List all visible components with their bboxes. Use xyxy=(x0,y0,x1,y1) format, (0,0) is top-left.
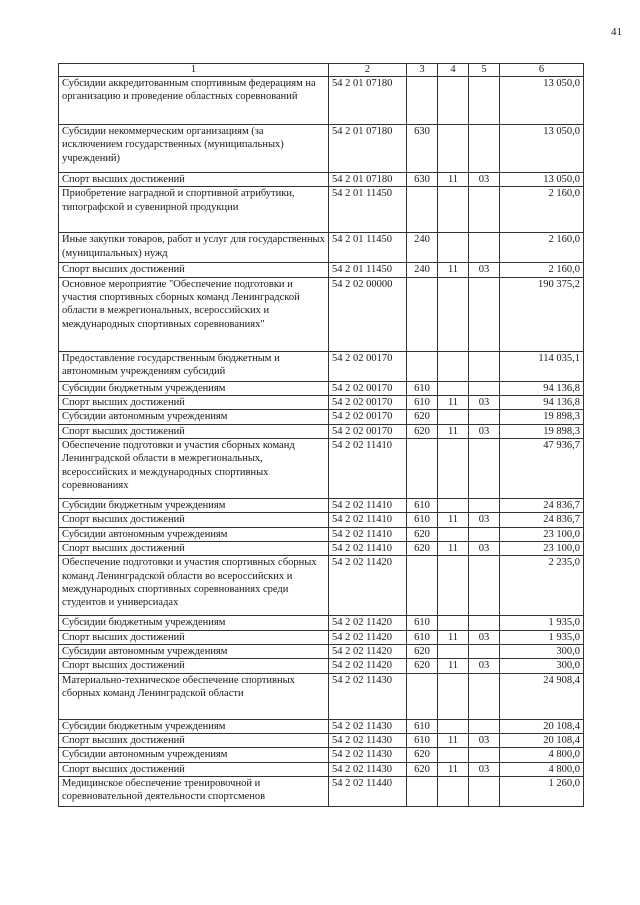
row-subsection xyxy=(469,77,500,125)
row-expense-type xyxy=(407,187,438,233)
row-section xyxy=(438,616,469,630)
row-code: 54 2 02 11420 xyxy=(329,616,407,630)
row-name: Субсидии бюджетным учреждениям xyxy=(59,498,329,512)
row-subsection xyxy=(469,776,500,806)
row-section xyxy=(438,776,469,806)
table-row xyxy=(59,233,584,263)
row-amount: 24 908,4 xyxy=(500,673,584,719)
header-col-6: 6 xyxy=(500,64,584,77)
row-section xyxy=(438,77,469,125)
row-subsection: 03 xyxy=(469,263,500,277)
row-section: 11 xyxy=(438,659,469,673)
row-code: 54 2 02 11430 xyxy=(329,733,407,747)
table-row xyxy=(59,659,584,673)
row-subsection xyxy=(469,673,500,719)
row-code: 54 2 01 07180 xyxy=(329,77,407,125)
row-amount: 19 898,3 xyxy=(500,410,584,424)
row-name: Спорт высших достижений xyxy=(59,173,329,187)
row-amount: 20 108,4 xyxy=(500,719,584,733)
row-section xyxy=(438,277,469,351)
row-expense-type: 610 xyxy=(407,498,438,512)
table-row xyxy=(59,263,584,277)
table-row xyxy=(59,616,584,630)
row-name: Спорт высших достижений xyxy=(59,541,329,555)
row-code: 54 2 01 11450 xyxy=(329,187,407,233)
row-subsection xyxy=(469,438,500,498)
row-expense-type: 610 xyxy=(407,630,438,644)
row-section xyxy=(438,748,469,762)
row-subsection: 03 xyxy=(469,424,500,438)
row-code: 54 2 02 11410 xyxy=(329,438,407,498)
table-row xyxy=(59,556,584,616)
row-section: 11 xyxy=(438,173,469,187)
table-row xyxy=(59,513,584,527)
header-col-2: 2 xyxy=(329,64,407,77)
row-amount: 23 100,0 xyxy=(500,541,584,555)
row-code: 54 2 02 00170 xyxy=(329,410,407,424)
row-subsection xyxy=(469,719,500,733)
row-subsection: 03 xyxy=(469,513,500,527)
row-subsection: 03 xyxy=(469,541,500,555)
row-amount: 94 136,8 xyxy=(500,381,584,395)
header-col-1: 1 xyxy=(59,64,329,77)
row-subsection xyxy=(469,351,500,381)
row-section xyxy=(438,233,469,263)
row-subsection xyxy=(469,410,500,424)
row-amount: 4 800,0 xyxy=(500,762,584,776)
row-section xyxy=(438,719,469,733)
row-subsection xyxy=(469,233,500,263)
row-section xyxy=(438,644,469,658)
row-name: Субсидии автономным учреждениям xyxy=(59,527,329,541)
row-name: Обеспечение подготовки и участия сборных команд Ленинградской области в межрегиональных, всероссийских и международных спортивных соревнованиях xyxy=(59,438,329,498)
row-expense-type xyxy=(407,438,438,498)
row-subsection: 03 xyxy=(469,762,500,776)
table-row xyxy=(59,498,584,512)
row-subsection xyxy=(469,527,500,541)
table-row xyxy=(59,173,584,187)
row-code: 54 2 02 00000 xyxy=(329,277,407,351)
row-expense-type xyxy=(407,351,438,381)
budget-table xyxy=(58,63,584,807)
row-subsection xyxy=(469,277,500,351)
row-section xyxy=(438,187,469,233)
row-section: 11 xyxy=(438,513,469,527)
row-name: Субсидии бюджетным учреждениям xyxy=(59,616,329,630)
row-section: 11 xyxy=(438,424,469,438)
table-row xyxy=(59,733,584,747)
row-code: 54 2 02 11410 xyxy=(329,498,407,512)
row-subsection xyxy=(469,644,500,658)
table-row xyxy=(59,438,584,498)
row-amount: 20 108,4 xyxy=(500,733,584,747)
header-col-5: 5 xyxy=(469,64,500,77)
row-code: 54 2 02 11430 xyxy=(329,719,407,733)
row-name: Спорт высших достижений xyxy=(59,513,329,527)
row-code: 54 2 02 00170 xyxy=(329,395,407,409)
row-name: Иные закупки товаров, работ и услуг для государственных (муниципальных) нужд xyxy=(59,233,329,263)
row-section: 11 xyxy=(438,395,469,409)
row-expense-type xyxy=(407,776,438,806)
table-row xyxy=(59,77,584,125)
row-code: 54 2 01 11450 xyxy=(329,263,407,277)
row-amount: 300,0 xyxy=(500,659,584,673)
row-amount: 13 050,0 xyxy=(500,125,584,173)
row-section xyxy=(438,438,469,498)
row-code: 54 2 02 11410 xyxy=(329,527,407,541)
row-subsection: 03 xyxy=(469,173,500,187)
row-name: Основное мероприятие "Обеспечение подготовки и участия спортивных сборных команд Ленинградской области в межрегиональных, всероссийских и международных спортивных соревнованиях" xyxy=(59,277,329,351)
row-amount: 23 100,0 xyxy=(500,527,584,541)
row-section xyxy=(438,527,469,541)
row-expense-type: 620 xyxy=(407,644,438,658)
table-row xyxy=(59,277,584,351)
row-section: 11 xyxy=(438,630,469,644)
row-expense-type: 630 xyxy=(407,173,438,187)
row-code: 54 2 02 11420 xyxy=(329,556,407,616)
row-section xyxy=(438,498,469,512)
row-amount: 2 235,0 xyxy=(500,556,584,616)
row-name: Спорт высших достижений xyxy=(59,762,329,776)
row-code: 54 2 02 11410 xyxy=(329,513,407,527)
header-col-3: 3 xyxy=(407,64,438,77)
table-row xyxy=(59,630,584,644)
table-row xyxy=(59,719,584,733)
table-row xyxy=(59,410,584,424)
row-subsection: 03 xyxy=(469,659,500,673)
row-expense-type xyxy=(407,673,438,719)
row-subsection xyxy=(469,748,500,762)
row-expense-type: 240 xyxy=(407,263,438,277)
row-subsection xyxy=(469,616,500,630)
row-name: Субсидии автономным учреждениям xyxy=(59,748,329,762)
table-row xyxy=(59,424,584,438)
row-expense-type: 620 xyxy=(407,424,438,438)
row-expense-type: 620 xyxy=(407,527,438,541)
row-expense-type: 610 xyxy=(407,513,438,527)
row-name: Субсидии бюджетным учреждениям xyxy=(59,381,329,395)
row-code: 54 2 02 11430 xyxy=(329,762,407,776)
row-section xyxy=(438,351,469,381)
row-subsection xyxy=(469,187,500,233)
row-amount: 1 935,0 xyxy=(500,630,584,644)
row-subsection xyxy=(469,125,500,173)
row-subsection xyxy=(469,556,500,616)
row-section xyxy=(438,410,469,424)
row-expense-type: 620 xyxy=(407,410,438,424)
row-expense-type: 620 xyxy=(407,762,438,776)
row-name: Субсидии автономным учреждениям xyxy=(59,644,329,658)
row-code: 54 2 02 00170 xyxy=(329,351,407,381)
table-row xyxy=(59,762,584,776)
row-amount: 94 136,8 xyxy=(500,395,584,409)
row-name: Спорт высших достижений xyxy=(59,733,329,747)
row-code: 54 2 01 11450 xyxy=(329,233,407,263)
table-row xyxy=(59,644,584,658)
row-section: 11 xyxy=(438,733,469,747)
row-name: Предоставление государственным бюджетным и автономным учреждениям субсидий xyxy=(59,351,329,381)
row-expense-type: 610 xyxy=(407,719,438,733)
table-row xyxy=(59,351,584,381)
row-section: 11 xyxy=(438,541,469,555)
row-section xyxy=(438,125,469,173)
row-section: 11 xyxy=(438,762,469,776)
row-subsection: 03 xyxy=(469,395,500,409)
row-subsection xyxy=(469,381,500,395)
row-amount: 114 035,1 xyxy=(500,351,584,381)
row-subsection xyxy=(469,498,500,512)
row-name: Материально-техническое обеспечение спортивных сборных команд Ленинградской области xyxy=(59,673,329,719)
row-amount: 13 050,0 xyxy=(500,173,584,187)
row-code: 54 2 02 11410 xyxy=(329,541,407,555)
row-amount: 19 898,3 xyxy=(500,424,584,438)
row-name: Спорт высших достижений xyxy=(59,424,329,438)
row-name: Приобретение наградной и спортивной атрибутики, типографской и сувенирной продукции xyxy=(59,187,329,233)
row-section xyxy=(438,381,469,395)
row-amount: 1 260,0 xyxy=(500,776,584,806)
table-row xyxy=(59,748,584,762)
row-amount: 190 375,2 xyxy=(500,277,584,351)
row-amount: 24 836,7 xyxy=(500,513,584,527)
row-expense-type: 610 xyxy=(407,395,438,409)
table-row xyxy=(59,395,584,409)
row-expense-type: 620 xyxy=(407,748,438,762)
row-amount: 1 935,0 xyxy=(500,616,584,630)
table-header xyxy=(59,64,584,77)
row-name: Спорт высших достижений xyxy=(59,630,329,644)
table-row xyxy=(59,187,584,233)
row-subsection: 03 xyxy=(469,733,500,747)
row-expense-type: 610 xyxy=(407,733,438,747)
row-code: 54 2 02 11430 xyxy=(329,673,407,719)
row-amount: 2 160,0 xyxy=(500,263,584,277)
row-expense-type: 610 xyxy=(407,381,438,395)
row-code: 54 2 02 11420 xyxy=(329,630,407,644)
table-row xyxy=(59,125,584,173)
row-expense-type: 610 xyxy=(407,616,438,630)
row-expense-type xyxy=(407,77,438,125)
row-name: Спорт высших достижений xyxy=(59,659,329,673)
row-name: Субсидии бюджетным учреждениям xyxy=(59,719,329,733)
row-amount: 24 836,7 xyxy=(500,498,584,512)
row-section: 11 xyxy=(438,263,469,277)
table-row xyxy=(59,776,584,806)
table-row xyxy=(59,527,584,541)
header-col-4: 4 xyxy=(438,64,469,77)
row-amount: 4 800,0 xyxy=(500,748,584,762)
row-code: 54 2 02 11440 xyxy=(329,776,407,806)
row-code: 54 2 02 11420 xyxy=(329,644,407,658)
row-subsection: 03 xyxy=(469,630,500,644)
row-expense-type: 620 xyxy=(407,659,438,673)
row-name: Субсидии автономным учреждениям xyxy=(59,410,329,424)
table-row xyxy=(59,381,584,395)
row-amount: 47 936,7 xyxy=(500,438,584,498)
row-code: 54 2 02 11420 xyxy=(329,659,407,673)
row-name: Субсидии аккредитованным спортивным федерациям на организацию и проведение областных соревнований xyxy=(59,77,329,125)
row-expense-type: 630 xyxy=(407,125,438,173)
row-section xyxy=(438,556,469,616)
row-code: 54 2 02 11430 xyxy=(329,748,407,762)
row-amount: 2 160,0 xyxy=(500,233,584,263)
row-amount: 13 050,0 xyxy=(500,77,584,125)
row-name: Обеспечение подготовки и участия спортивных сборных команд Ленинградской области во всероссийских и международных спортивных соревнованиях среди студентов и универсиадах xyxy=(59,556,329,616)
header-row xyxy=(59,64,584,77)
row-code: 54 2 02 00170 xyxy=(329,424,407,438)
row-expense-type xyxy=(407,556,438,616)
table-row xyxy=(59,673,584,719)
row-code: 54 2 01 07180 xyxy=(329,125,407,173)
page-number: 41 xyxy=(611,26,622,38)
row-code: 54 2 02 00170 xyxy=(329,381,407,395)
row-expense-type xyxy=(407,277,438,351)
row-name: Спорт высших достижений xyxy=(59,263,329,277)
table-row xyxy=(59,541,584,555)
row-name: Медицинское обеспечение тренировочной и соревновательной деятельности спортсменов xyxy=(59,776,329,806)
row-amount: 300,0 xyxy=(500,644,584,658)
row-amount: 2 160,0 xyxy=(500,187,584,233)
row-name: Субсидии некоммерческим организациям (за исключением государственных (муниципальных) учреждений) xyxy=(59,125,329,173)
row-expense-type: 240 xyxy=(407,233,438,263)
table-body xyxy=(59,77,584,807)
row-code: 54 2 01 07180 xyxy=(329,173,407,187)
row-name: Спорт высших достижений xyxy=(59,395,329,409)
row-section xyxy=(438,673,469,719)
row-expense-type: 620 xyxy=(407,541,438,555)
